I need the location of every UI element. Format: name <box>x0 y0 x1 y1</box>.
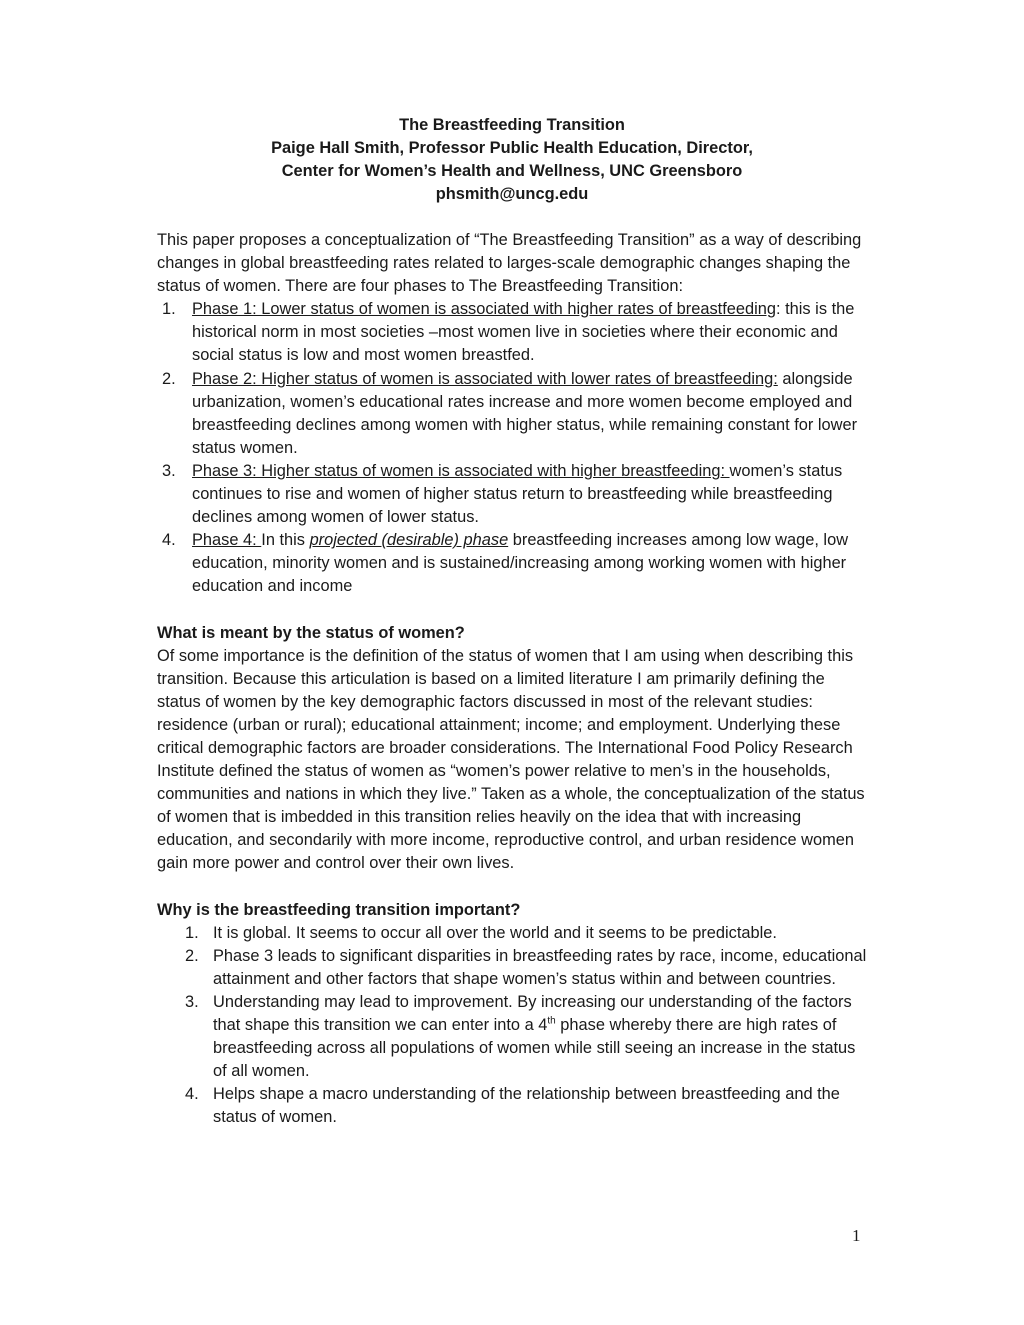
list-item-text: It is global. It seems to occur all over the world and it seems to be predictable. <box>213 923 777 942</box>
list-number: 3. <box>162 461 176 480</box>
status-paragraph: Of some importance is the definition of the status of women that I am using when describing this transition. Because this articulation is based on a limited literature I am primarily defining the status of women by the key demographic factors discussed in most of the relevant studies: residence (urban or rural); educational attainment; income; and employment. Underlying these critical demographic factors are broader considerations. The International Food Policy Research Institute defined the status of women as “women’s power relative to men’s in the households, communities and nations in which they live.” Taken as a whole, the conceptualization of the status of women that is imbedded in this transition relies heavily on the idea that with increasing education, and secondarily with more income, reproductive control, and urban residence women gain more power and control over their own lives. <box>157 646 865 873</box>
list-item-text: phase whereby there are high rates of breastfeeding across all populations of women while still seeing an increase in the status of all women. <box>213 1016 856 1081</box>
phase-label: Phase 3: Higher status of women is associated with higher breastfeeding: <box>192 461 730 480</box>
list-number: 4. <box>185 1085 199 1104</box>
intro-paragraph: This paper proposes a conceptualization of “The Breastfeeding Transition” as a way of describing changes in global breastfeeding rates related to larges-scale demographic changes shaping the status of women. There are four phases to The Breastfeeding Transition: <box>157 231 862 296</box>
list-number: 4. <box>162 531 176 550</box>
document-header <box>0 114 1024 206</box>
document-body <box>157 229 869 1129</box>
why-heading: Why is the breastfeeding transition important? <box>157 900 521 919</box>
phase-label: Phase 2: Higher status of women is associated with lower rates of breastfeeding: <box>192 369 778 388</box>
list-number: 2. <box>162 369 176 388</box>
phase-text: women’s status continues to rise and women of higher status return to breastfeeding while breastfeeding declines among women of lower status. <box>192 461 843 527</box>
phase-item <box>157 460 869 529</box>
phases-list <box>157 298 869 598</box>
why-list <box>157 922 869 1130</box>
phase-item <box>157 368 869 460</box>
list-number: 1. <box>162 300 176 319</box>
status-heading: What is meant by the status of women? <box>157 623 465 642</box>
phase-text: alongside urbanization, women’s educational rates increase and more women become employed and breastfeeding declines among women with higher status, while remaining constant for lower status women. <box>192 369 858 457</box>
author-email: phsmith@uncg.edu <box>435 185 589 203</box>
phase-text: : this is the historical norm in most societies –most women live in societies where their economic and social status is low and most women breastfed. <box>192 300 855 365</box>
page-number: 1 <box>852 1226 861 1245</box>
superscript: th <box>547 1015 556 1027</box>
list-item <box>157 991 869 1083</box>
list-number: 1. <box>185 923 199 942</box>
phase-emphasis: projected (desirable) phase <box>309 531 509 550</box>
phase-item <box>157 529 869 598</box>
list-item <box>157 922 869 945</box>
phase-item <box>157 298 869 367</box>
list-item <box>157 945 869 991</box>
author-line: Paige Hall Smith, Professor Public Health Education, Director, <box>271 139 753 157</box>
list-item-text-before: Understanding may lead to improvement. By increasing our understanding of the factors that shape this transition we can enter into a 4 <box>213 992 852 1034</box>
list-item <box>157 1083 869 1129</box>
phase-text-before: In this <box>261 531 310 550</box>
list-number: 3. <box>185 992 199 1011</box>
phase-label: Phase 1: Lower status of women is associated with higher rates of breastfeeding <box>192 300 777 319</box>
list-number: 2. <box>185 946 199 965</box>
phase-text: breastfeeding increases among low wage, low education, minority women and is sustained/increasing among working women with higher education and income <box>192 531 849 596</box>
document-title: The Breastfeeding Transition <box>399 116 625 134</box>
list-item-text: Phase 3 leads to significant disparities in breastfeeding rates by race, income, educational attainment and other factors that shape women’s status within and between countries. <box>213 946 867 988</box>
affiliation-line: Center for Women’s Health and Wellness, UNC Greensboro <box>281 162 743 180</box>
list-item-text: Helps shape a macro understanding of the relationship between breastfeeding and the status of women. <box>213 1085 840 1127</box>
phase-label: Phase 4: <box>192 531 262 550</box>
